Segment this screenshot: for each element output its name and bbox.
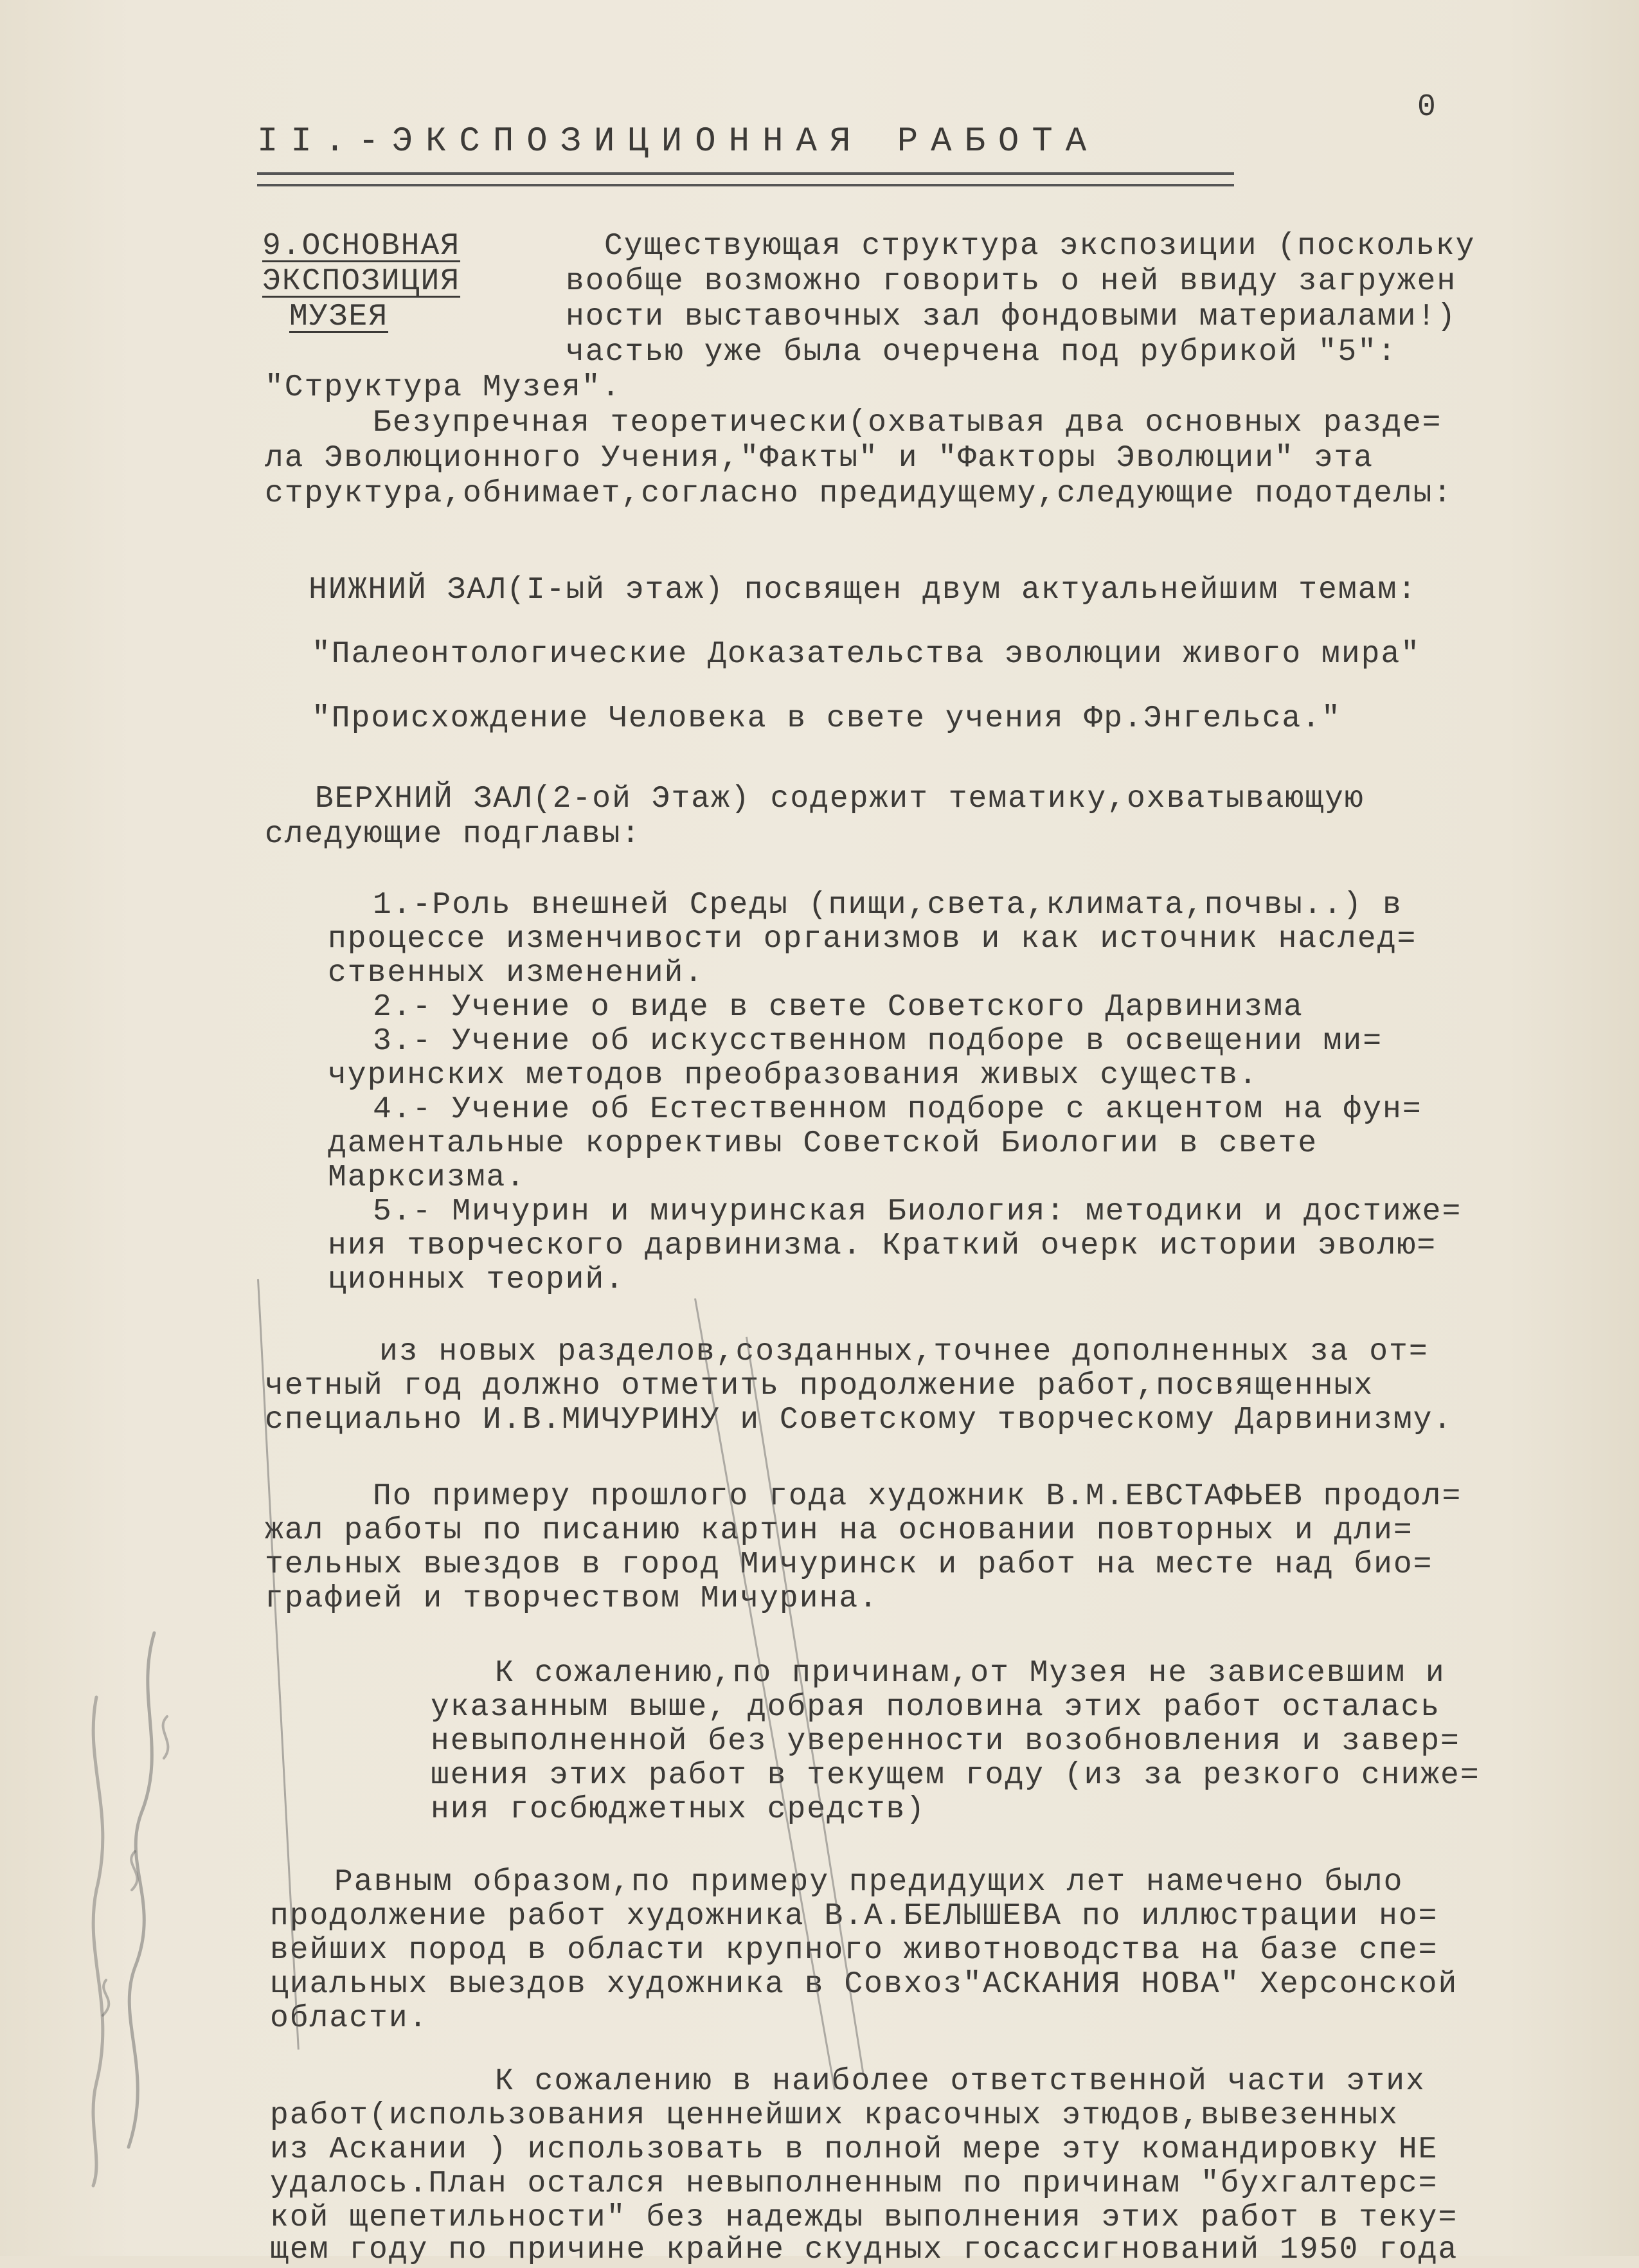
side-heading-line-3: МУЗЕЯ xyxy=(289,300,389,334)
text-line: даментальные коррективы Советской Биологии в свете xyxy=(328,1126,1318,1161)
text-line: Равным образом,по примеру предидущих лет намечено было xyxy=(334,1865,1404,1900)
text-line: удалось.План остался невыполненным по причинам "бухгалтерс= xyxy=(270,2166,1438,2201)
text-line: вообще возможно говорить о ней ввиду загружен xyxy=(566,264,1457,299)
text-line: По примеру прошлого года художник В.М.ЕВСТАФЬЕВ продол= xyxy=(373,1479,1462,1514)
text-line: работ(использования ценнейших красочных этюдов,вывезенных xyxy=(270,2098,1399,2133)
text-line: невыполненной без уверенности возобновления и завер= xyxy=(431,1724,1460,1759)
text-line: специально И.В.МИЧУРИНУ и Советскому творческому Дарвинизму. xyxy=(265,1403,1453,1437)
text-line: области. xyxy=(270,2001,429,2036)
text-line: Существующая структура экспозиции (поскольку xyxy=(604,229,1476,264)
margin-handwriting-scribble xyxy=(58,1620,206,2199)
text-line: частью уже была очерчена под рубрикой "5": xyxy=(566,335,1397,370)
text-line: графией и творчеством Мичурина. xyxy=(265,1581,879,1616)
text-line: "Палеонтологические Доказательства эволюции живого мира" xyxy=(312,637,1421,672)
text-line: НИЖНИЙ ЗАЛ(I-ый этаж) посвящен двум актуальнейшим темам: xyxy=(309,573,1418,608)
text-line: ционных теорий. xyxy=(328,1263,625,1297)
text-line: 5.- Мичурин и мичуринская Биология: методики и достиже= xyxy=(373,1194,1462,1229)
text-line: вейших пород в области крупного животноводства на базе спе= xyxy=(270,1933,1438,1968)
text-line: ственных изменений. xyxy=(328,956,704,991)
text-line: ности выставочных зал фондовыми материалами!) xyxy=(566,300,1457,334)
text-line: 1.-Роль внешней Среды (пищи,света,климата,почвы..) в xyxy=(373,888,1402,923)
text-line: щем году по причине крайне скудных госассигнований 1950 года xyxy=(270,2233,1458,2267)
text-line: чуринских методов преобразования живых существ. xyxy=(328,1058,1258,1093)
text-line: из Аскании ) использовать в полной мере эту командировку НЕ xyxy=(270,2132,1438,2167)
text-line: "Структура Музея". xyxy=(265,370,622,405)
heading-double-rule xyxy=(257,172,1234,186)
text-line: ла Эволюционного Учения,"Факты" и "Факторы Эволюции" эта xyxy=(265,441,1374,476)
text-line: продолжение работ художника В.А.БЕЛЫШЕВА по иллюстрации но= xyxy=(270,1899,1438,1934)
text-line: структура,обнимает,согласно предидущему,следующие подотделы: xyxy=(265,476,1453,511)
text-line: 2.- Учение о виде в свете Советского Дарвинизма xyxy=(373,990,1303,1025)
text-line: жал работы по писанию картин на основании повторных и дли= xyxy=(265,1513,1413,1548)
text-line: Безупречная теоретически(охватывая два основных разде= xyxy=(373,406,1442,440)
text-line: ния госбюджетных средств) xyxy=(431,1792,926,1827)
page-number: 0 xyxy=(1417,90,1436,125)
text-line: ВЕРХНИЙ ЗАЛ(2-ой Этаж) содержит тематику,охватывающую xyxy=(315,782,1365,816)
text-line: 3.- Учение об искусственном подборе в освещении ми= xyxy=(373,1024,1383,1059)
text-line: 4.- Учение об Естественном подборе с акцентом на фун= xyxy=(373,1092,1422,1127)
text-line: кой щепетильности" без надежды выполнения этих работ в теку= xyxy=(270,2200,1458,2235)
text-line: циальных выездов художника в Совхоз"АСКАНИЯ НОВА" Херсонской xyxy=(270,1967,1458,2002)
text-line: тельных выездов в город Мичуринск и работ на месте над био= xyxy=(265,1547,1433,1582)
text-line: процессе изменчивости организмов и как источник наслед= xyxy=(328,922,1417,957)
section-heading: II.-ЭКСПОЗИЦИОННАЯ РАБОТА xyxy=(257,122,1100,161)
text-line: К сожалению,по причинам,от Музея не зависевшим и xyxy=(495,1656,1446,1691)
text-line: ния творческого дарвинизма. Краткий очерк истории эволю= xyxy=(328,1228,1437,1263)
text-line: из новых разделов,созданных,точнее дополненных за от= xyxy=(379,1335,1429,1369)
side-heading-line-1: 9.ОСНОВНАЯ xyxy=(262,229,461,264)
side-heading-line-2: ЭКСПОЗИЦИЯ xyxy=(262,264,461,299)
text-line: "Происхождение Человека в свете учения Фр.Энгельса." xyxy=(312,701,1341,736)
text-line: следующие подглавы: xyxy=(265,817,641,852)
text-line: Марксизма. xyxy=(328,1160,526,1195)
text-line: четный год должно отметить продолжение работ,посвященных xyxy=(265,1369,1374,1403)
text-line: К сожалению в наиболее ответственной части этих xyxy=(495,2064,1426,2099)
text-line: указанным выше, добрая половина этих работ осталась xyxy=(431,1690,1441,1725)
text-line: шения этих работ в текущем году (из за резкого сниже= xyxy=(431,1758,1480,1793)
